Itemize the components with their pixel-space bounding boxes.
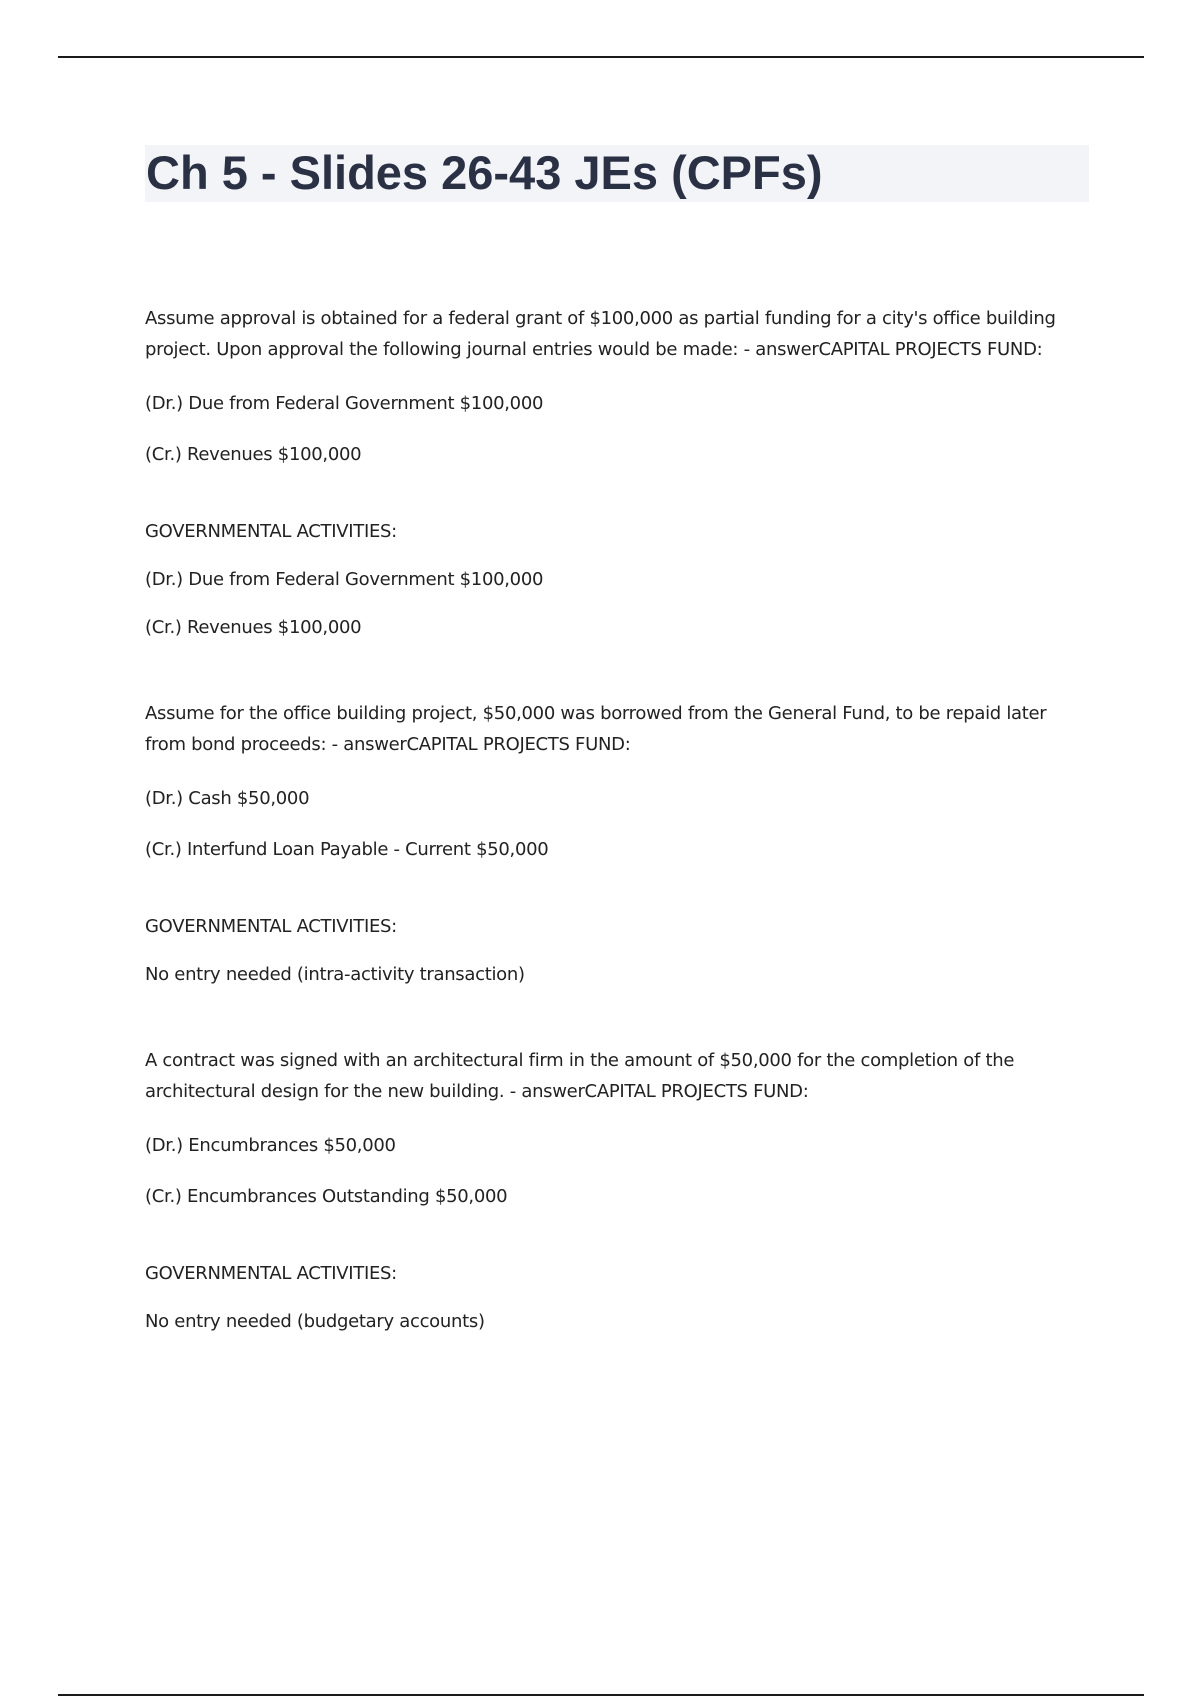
- question-text: Assume approval is obtained for a federal grant of $100,000 as partial funding for a city's office building project. Upon approval the following journal entries would be made: - answerCAPITAL PROJECTS FUND:: [145, 308, 1056, 360]
- section-heading: GOVERNMENTAL ACTIVITIES:: [145, 1263, 397, 1284]
- top-rule: [58, 56, 1144, 58]
- flashcard: [145, 303, 1085, 640]
- journal-entry-line: (Dr.) Due from Federal Government $100,000: [145, 393, 544, 414]
- section-heading: GOVERNMENTAL ACTIVITIES:: [145, 521, 397, 542]
- journal-entry-line: No entry needed (intra-activity transaction): [145, 964, 525, 985]
- flashcard: [145, 698, 1085, 987]
- section-heading: GOVERNMENTAL ACTIVITIES:: [145, 916, 397, 937]
- journal-entry-line: (Cr.) Encumbrances Outstanding $50,000: [145, 1186, 508, 1207]
- journal-entry-line: No entry needed (budgetary accounts): [145, 1311, 485, 1332]
- journal-entry-line: (Cr.) Revenues $100,000: [145, 444, 362, 465]
- flashcard: [145, 1045, 1085, 1334]
- question-text: A contract was signed with an architectural firm in the amount of $50,000 for the completion of the architectural design for the new building. - answerCAPITAL PROJECTS FUND:: [145, 1050, 1015, 1102]
- journal-entry-line: (Cr.) Interfund Loan Payable - Current $50,000: [145, 839, 549, 860]
- journal-entry-line: (Dr.) Encumbrances $50,000: [145, 1135, 396, 1156]
- page-title: Ch 5 - Slides 26-43 JEs (CPFs): [146, 146, 823, 199]
- bottom-rule: [58, 1694, 1144, 1696]
- journal-entry-line: (Dr.) Cash $50,000: [145, 788, 310, 809]
- document-body: [145, 303, 1085, 1334]
- journal-entry-line: (Cr.) Revenues $100,000: [145, 617, 362, 638]
- question-text: Assume for the office building project, $50,000 was borrowed from the General Fund, to be repaid later from bond proceeds: - answerCAPITAL PROJECTS FUND:: [145, 703, 1047, 755]
- journal-entry-line: (Dr.) Due from Federal Government $100,000: [145, 569, 544, 590]
